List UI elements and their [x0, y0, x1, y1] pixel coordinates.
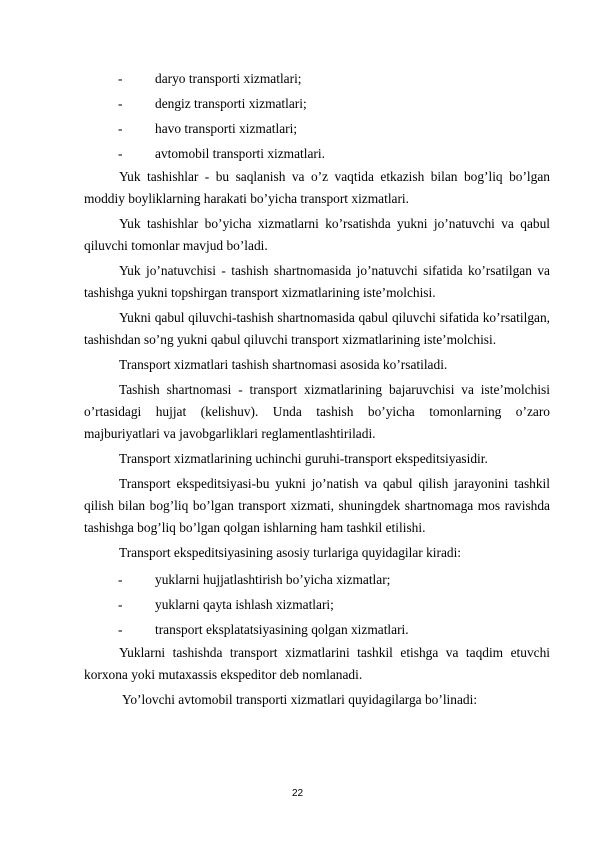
paragraph: Transport ekspeditsiyasi-bu yukni jo’natish va qabul qilish jarayonini tashkil qilish bilan bog’liq bo’lgan transport xizmati, shuningdek shartnomaga mos ravishda tashishga bog’liq bo’lgan qolgan ishlarning ham tashkil etilishi.	[84, 475, 550, 536]
list-item	[84, 567, 550, 592]
paragraph: Tashish shartnomasi - transport xizmatlarining bajaruvchisi va iste’molchisi o’rtasidagi hujjat (kelishuv). Unda tashish bo’yicha tomonlarning o’zaro majburiyatlari va javobgarliklari reglamentlashtiriladi.	[84, 381, 550, 442]
list-item-text: transport eksplatatsiyasining qolgan xizmatlari.	[155, 621, 409, 637]
list-item	[84, 617, 550, 642]
paragraph: Yuk tashishlar bo’yicha xizmatlarni ko’rsatishda yukni jo’natuvchi va qabul qiluvchi tomonlar mavjud bo’ladi.	[84, 216, 550, 254]
expedition-types-list	[84, 567, 550, 642]
list-item	[84, 141, 550, 166]
paragraph: Transport xizmatlari tashish shartnomasi asosida ko’rsatiladi.	[119, 357, 448, 372]
list-item-text: yuklarni hujjatlashtirish bo’yicha xizmatlar;	[155, 571, 391, 587]
list-item	[84, 116, 550, 141]
list-item-text: dengiz transporti xizmatlari;	[155, 96, 307, 111]
list-dash: -	[118, 621, 123, 637]
list-item-text: havo transporti xizmatlari;	[155, 121, 298, 136]
closing-paragraph: Yo’lovchi avtomobil transporti xizmatlari quyidagilarga bo’linadi:	[122, 691, 478, 707]
transport-types-list	[84, 66, 550, 166]
list-item	[84, 66, 550, 91]
list-item	[84, 592, 550, 617]
list-item-text: yuklarni qayta ishlash xizmatlari;	[155, 596, 334, 612]
paragraph: Transport ekspeditsiyasining asosiy turlariga quyidagilar kiradi:	[119, 545, 462, 560]
list-dash: -	[118, 571, 123, 587]
body-paragraphs-1	[84, 166, 550, 564]
paragraph: Yuklarni tashishda transport xizmatlarini tashkil etishga va taqdim etuvchi korxona yoki mutaxassis ekspeditor deb nomlanadi.	[84, 644, 550, 682]
paragraph: Transport xizmatlarining uchinchi guruhi-transport ekspeditsiyasidir.	[119, 451, 488, 466]
list-dash: -	[118, 146, 123, 161]
page-number: 22	[291, 788, 304, 799]
paragraph: Yukni qabul qiluvchi-tashish shartnomasida qabul qiluvchi sifatida ko’rsatilgan, tashishdan so’ng yukni qabul qiluvchi transport xizmatlarining iste’molchisi.	[84, 310, 550, 348]
body-paragraphs-2	[84, 642, 550, 686]
list-dash: -	[118, 596, 123, 612]
list-dash: -	[118, 96, 123, 111]
paragraph: Yuk jo’natuvchisi - tashish shartnomasida jo’natuvchi sifatida ko’rsatilgan va tashishga yukni topshirgan transport xizmatlarining iste’molchisi.	[84, 263, 550, 301]
list-item-text: avtomobil transporti xizmatlari.	[155, 146, 325, 161]
page-content	[84, 66, 550, 714]
list-dash: -	[118, 121, 123, 136]
list-item	[84, 91, 550, 116]
paragraph: Yuk tashishlar - bu saqlanish va o’z vaqtida etkazish bilan bog’liq bo’lgan moddiy boyliklarning harakati bo’yicha transport xizmatlari.	[84, 169, 550, 207]
list-item-text: daryo transporti xizmatlari;	[155, 71, 302, 86]
list-dash: -	[118, 71, 123, 86]
